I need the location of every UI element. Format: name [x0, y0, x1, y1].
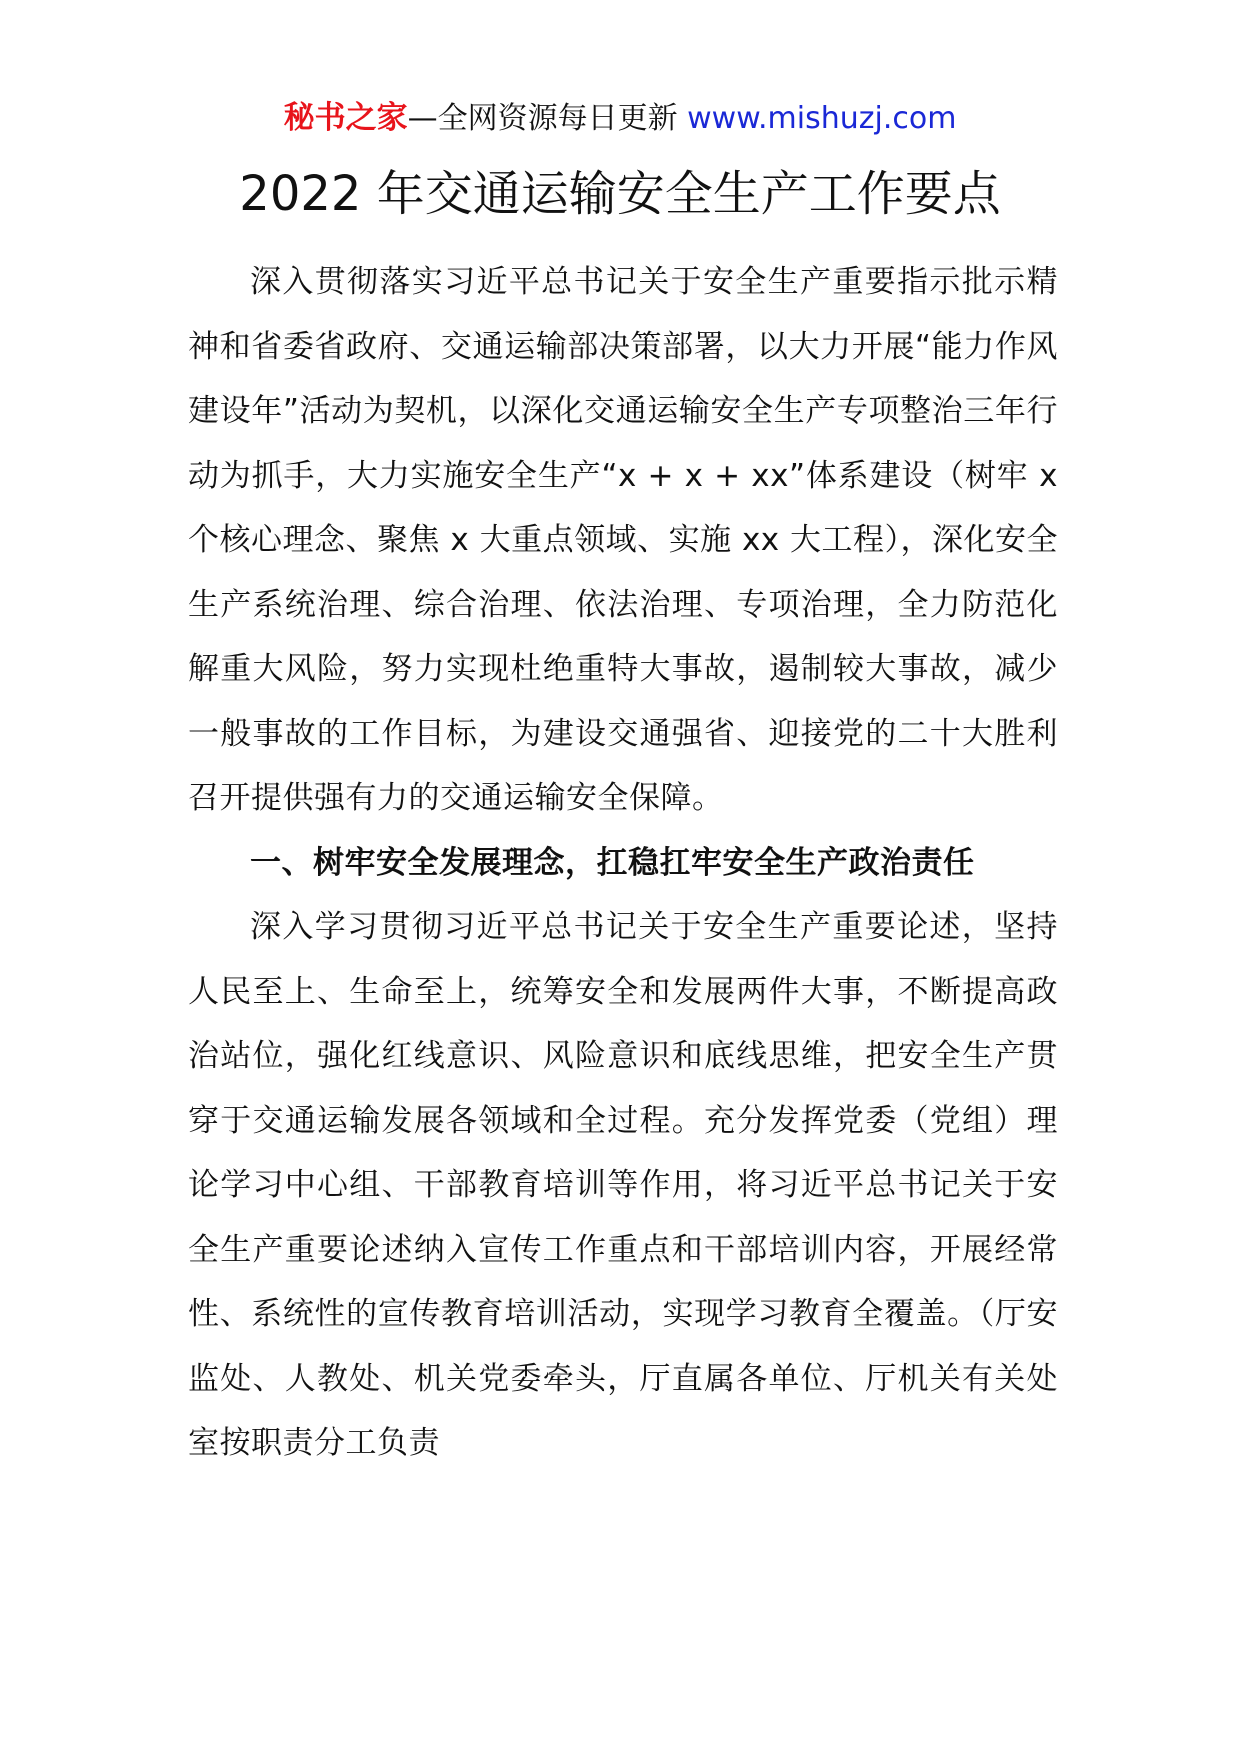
- intro-paragraph: 深入贯彻落实习近平总书记关于安全生产重要指示批示精神和省委省政府、交通运输部决策部署，以大力开展“能力作风建设年”活动为契机，以深化交通运输安全生产专项整治三年行动为抓手，大力实施安全生产“x + x + xx”体系建设（树牢 x 个核心理念、聚焦 x 大重点领域、实施 xx 大工程），深化安全生产系统治理、综合治理、依法治理、专项治理，全力防范化解重大风险，努力实现杜绝重特大事故，遏制较大事故，减少一般事故的工作目标，为建设交通强省、迎接党的二十大胜利召开提供强有力的交通运输安全保障。: [188, 264, 1058, 816]
- site-url-link[interactable]: www.mishuzj.com: [687, 101, 957, 136]
- brand-tagline: —全网资源每日更新: [407, 101, 678, 136]
- document-title: 2022 年交通运输安全生产工作要点: [239, 166, 1001, 222]
- section-heading-1: 一、树牢安全发展理念，扛稳扛牢安全生产政治责任: [250, 844, 975, 881]
- section-paragraph-1: 深入学习贯彻习近平总书记关于安全生产重要论述，坚持人民至上、生命至上，统筹安全和发展两件大事，不断提高政治站位，强化红线意识、风险意识和底线思维，把安全生产贯穿于交通运输发展各领域和全过程。充分发挥党委（党组）理论学习中心组、干部教育培训等作用，将习近平总书记关于安全生产重要论述纳入宣传工作重点和干部培训内容，开展经常性、系统性的宣传教育培训活动，实现学习教育全覆盖。（厅安监处、人教处、机关党委牵头，厅直属各单位、厅机关有关处室按职责分工负责: [188, 909, 1058, 1461]
- brand-name: 秘书之家: [283, 100, 408, 136]
- document-body: [188, 250, 1058, 1476]
- site-watermark-header: [0, 98, 1240, 139]
